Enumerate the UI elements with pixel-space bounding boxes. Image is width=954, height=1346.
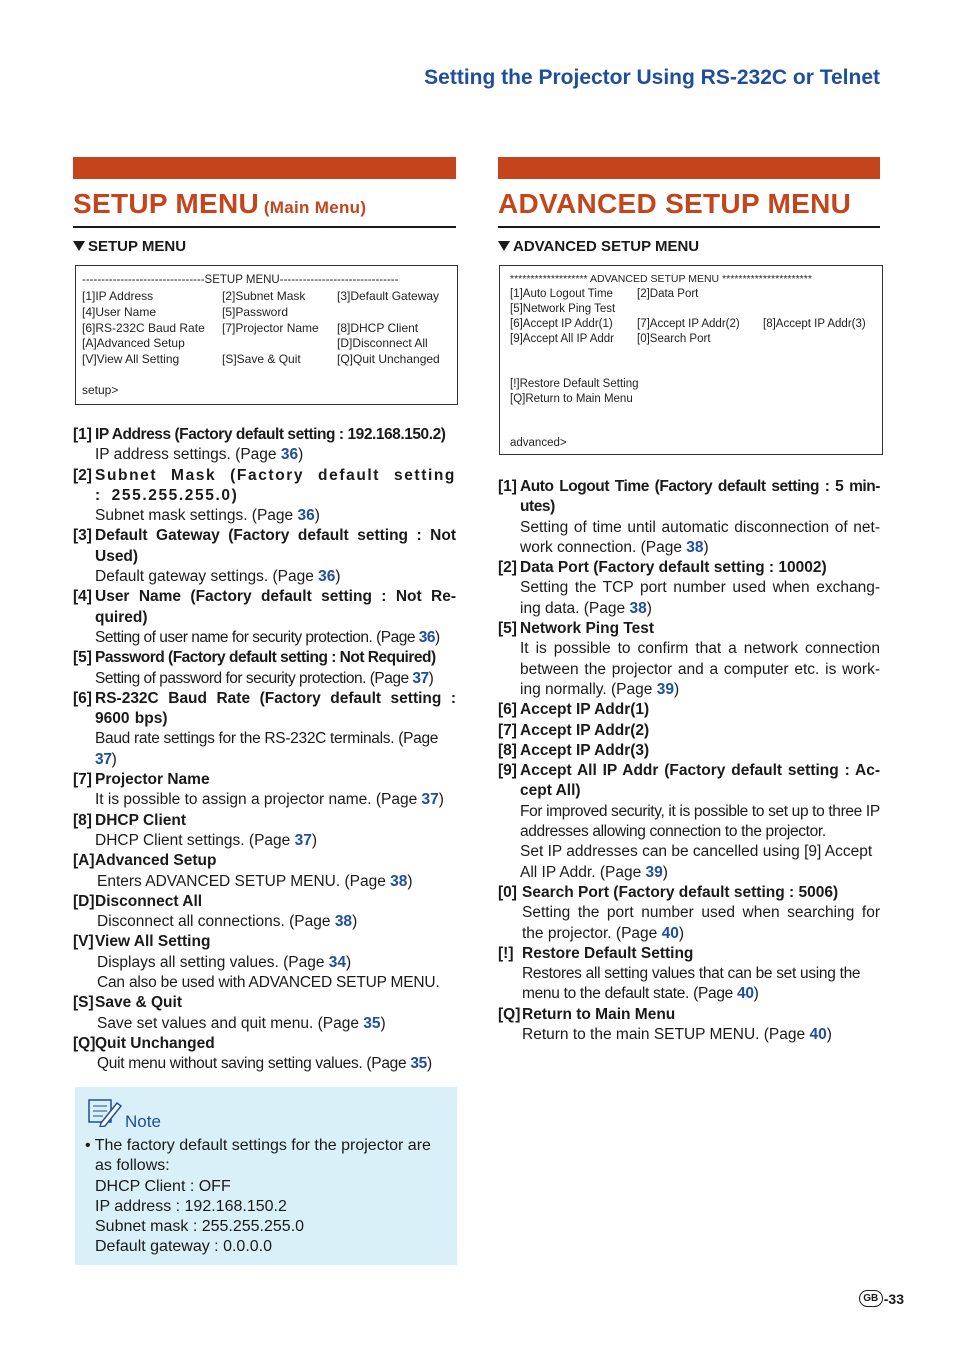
entry-key: [0] bbox=[498, 883, 517, 901]
entry-title: Projector Name bbox=[95, 771, 210, 789]
terminal-line: [6]Accept IP Addr(1) bbox=[510, 318, 613, 330]
page-link[interactable]: 37 bbox=[421, 791, 439, 809]
page-link[interactable]: 38 bbox=[629, 599, 647, 617]
entry-desc: Setting of password for security protection. (Page bbox=[95, 669, 413, 687]
entry-title: Network Ping Test bbox=[520, 620, 655, 638]
page-link[interactable]: 39 bbox=[656, 680, 674, 698]
list-item bbox=[73, 892, 456, 933]
terminal-prompt: setup> bbox=[82, 383, 119, 397]
terminal-line: [4]User Name bbox=[82, 305, 157, 319]
setup-menu-title-sub: (Main Menu) bbox=[263, 198, 367, 217]
entry-desc: Setting of time until automatic disconnection of net-work connection. (Page bbox=[520, 518, 880, 556]
page-link[interactable]: 38 bbox=[334, 913, 353, 931]
note-line: DHCP Client : OFF bbox=[95, 1177, 231, 1195]
entry-key: [7] bbox=[498, 721, 517, 739]
list-item bbox=[73, 851, 456, 892]
page-header: Setting the Projector Using RS-232C or Telnet bbox=[424, 66, 880, 89]
entry-title: Quit Unchanged bbox=[95, 1034, 215, 1052]
terminal-line: [!]Restore Default Setting bbox=[510, 378, 639, 390]
list-item bbox=[498, 477, 880, 558]
list-item bbox=[73, 932, 456, 993]
triangle-down-icon bbox=[498, 241, 510, 251]
entry-title: Default Gateway (Factory default setting : Not Used) bbox=[95, 527, 456, 565]
terminal-line: [Q]Quit Unchanged bbox=[337, 352, 440, 366]
page-link[interactable]: 36 bbox=[297, 507, 315, 525]
page-link[interactable]: 36 bbox=[318, 568, 336, 586]
pencil-icon bbox=[87, 1097, 123, 1132]
terminal-line: [7]Accept IP Addr(2) bbox=[637, 318, 740, 330]
entry-desc-end: ) bbox=[111, 750, 117, 768]
entry-key: [6] bbox=[73, 689, 92, 707]
entry-title: Accept All IP Addr (Factory default setting : Ac-cept All) bbox=[520, 762, 880, 800]
page-link[interactable]: 40 bbox=[661, 924, 679, 942]
entry-desc: Default gateway settings. (Page bbox=[95, 568, 319, 586]
entry-desc: Can also be used with ADVANCED SETUP MENU. bbox=[97, 974, 440, 992]
list-item bbox=[498, 558, 880, 619]
terminal-line: [8]DHCP Client bbox=[337, 321, 419, 335]
note-header bbox=[87, 1097, 161, 1132]
subhead-text: SETUP MENU bbox=[88, 238, 187, 255]
triangle-down-icon bbox=[73, 241, 85, 251]
entry-title: Auto Logout Time (Factory default setting : 5 min-utes) bbox=[520, 478, 880, 516]
entry-desc: Subnet mask settings. (Page bbox=[95, 507, 298, 525]
entry-desc-end: ) bbox=[826, 1026, 832, 1044]
entry-title: Accept IP Addr(2) bbox=[520, 721, 650, 739]
entry-title: Password (Factory default setting : Not Required) bbox=[95, 649, 436, 667]
entry-key: [2] bbox=[498, 559, 517, 577]
advanced-menu-entries bbox=[498, 477, 880, 1045]
terminal-line: [5]Network Ping Test bbox=[510, 303, 616, 315]
terminal-line: [7]Projector Name bbox=[222, 321, 319, 335]
entry-title: Save & Quit bbox=[95, 994, 182, 1012]
note-label: Note bbox=[125, 1112, 161, 1131]
list-item bbox=[498, 721, 880, 741]
page-link[interactable]: 36 bbox=[418, 628, 436, 646]
terminal-line: [S]Save & Quit bbox=[222, 352, 301, 366]
entry-desc: Setting the port number used when searching for the projector. (Page bbox=[522, 904, 880, 942]
list-item bbox=[73, 1034, 456, 1075]
entry-desc: Setting of user name for security protection. (Page bbox=[95, 628, 419, 646]
entry-desc: IP address settings. (Page bbox=[95, 446, 281, 464]
entry-key: [S] bbox=[73, 994, 94, 1012]
terminal-line: [9]Accept All IP Addr bbox=[510, 333, 614, 345]
entry-title: View All Setting bbox=[95, 933, 211, 951]
setup-menu-title-main: SETUP MENU bbox=[73, 188, 260, 219]
entry-title: User Name (Factory default setting : Not Re-quired) bbox=[95, 588, 456, 626]
note-text bbox=[85, 1136, 431, 1258]
region-badge: GB bbox=[859, 1290, 883, 1307]
entry-title: DHCP Client bbox=[95, 811, 187, 829]
entry-title: Subnet Mask (Factory default setting : 255.255.255.0) bbox=[95, 466, 456, 504]
entry-desc: Setting the TCP port number used when exchang-ing data. (Page bbox=[520, 579, 880, 617]
entry-desc-end: ) bbox=[678, 924, 685, 942]
entry-key: [1] bbox=[73, 426, 92, 443]
entry-desc: It is possible to assign a projector name. (Page bbox=[95, 791, 422, 809]
list-item bbox=[498, 700, 880, 720]
entry-desc-end: ) bbox=[438, 791, 444, 809]
list-item bbox=[498, 944, 880, 1005]
page-link[interactable]: 38 bbox=[686, 538, 704, 556]
entry-desc-end: ) bbox=[335, 568, 341, 586]
entry-key: [D] bbox=[73, 892, 95, 910]
list-item bbox=[73, 689, 456, 770]
entry-desc-end: ) bbox=[646, 599, 652, 617]
entry-desc-end: ) bbox=[753, 985, 759, 1003]
entry-key: [8] bbox=[73, 811, 92, 829]
entry-key: [3] bbox=[73, 527, 92, 545]
entry-desc-end: ) bbox=[435, 628, 440, 646]
terminal-line: ******************* ADVANCED SETUP MENU ********************** bbox=[510, 273, 812, 285]
terminal-line: [0]Search Port bbox=[637, 333, 711, 345]
entry-key: [1] bbox=[498, 478, 517, 495]
entry-key: [2] bbox=[73, 466, 92, 484]
setup-menu-title bbox=[73, 188, 366, 220]
section-bar-left bbox=[73, 157, 456, 179]
terminal-line: [2]Data Port bbox=[637, 288, 699, 300]
list-item bbox=[73, 466, 456, 527]
page-number bbox=[859, 1290, 904, 1307]
section-bar-right bbox=[498, 157, 880, 179]
list-item bbox=[498, 1005, 880, 1046]
entry-desc-end: ) bbox=[673, 680, 680, 698]
entry-title: Data Port (Factory default setting : 10002) bbox=[520, 559, 827, 577]
list-item bbox=[73, 993, 456, 1034]
page-link[interactable]: 37 bbox=[412, 669, 429, 687]
entry-title: RS-232C Baud Rate (Factory default setting : 9600 bps) bbox=[95, 689, 456, 728]
terminal-line: [1]Auto Logout Time bbox=[510, 288, 613, 300]
list-item bbox=[73, 648, 456, 689]
entry-desc-end: ) bbox=[703, 538, 709, 556]
list-item bbox=[498, 741, 880, 761]
note-box bbox=[75, 1087, 457, 1265]
entry-desc-end: ) bbox=[352, 913, 358, 931]
entry-desc: For improved security, it is possible to set up to three IP addresses allowing connection to the projector. bbox=[520, 802, 880, 841]
entry-key: [V] bbox=[73, 933, 94, 951]
advanced-menu-subhead bbox=[498, 238, 699, 255]
list-item bbox=[73, 425, 456, 466]
terminal-line: [A]Advanced Setup bbox=[82, 336, 185, 350]
terminal-line: [1]IP Address bbox=[82, 289, 154, 303]
setup-menu-terminal bbox=[75, 265, 458, 405]
entry-key: [Q] bbox=[73, 1034, 96, 1052]
list-item bbox=[73, 526, 456, 587]
entry-desc: It is possible to confirm that a network connection between the projector and a computer etc. is work-ing normally. (Page bbox=[520, 640, 880, 698]
page-link[interactable]: 35 bbox=[410, 1055, 427, 1073]
terminal-line: [8]Accept IP Addr(3) bbox=[763, 318, 866, 330]
entry-desc-end: ) bbox=[428, 669, 434, 687]
list-item bbox=[73, 587, 456, 648]
entry-title: Disconnect All bbox=[95, 892, 203, 910]
entry-title: Return to Main Menu bbox=[522, 1005, 676, 1023]
entry-key: [A] bbox=[73, 852, 95, 870]
page-link[interactable]: 40 bbox=[737, 985, 754, 1003]
page-link[interactable]: 34 bbox=[328, 953, 347, 971]
entry-desc: Displays all setting values. (Page bbox=[97, 953, 329, 971]
entry-title: Accept IP Addr(1) bbox=[520, 701, 650, 719]
terminal-line: [Q]Return to Main Menu bbox=[510, 393, 633, 405]
terminal-line: [6]RS-232C Baud Rate bbox=[82, 321, 205, 335]
entry-desc: Set IP addresses can be cancelled using [9] Accept All IP Addr. (Page bbox=[520, 843, 873, 881]
page-link[interactable]: 37 bbox=[294, 831, 312, 849]
entry-title: Accept IP Addr(3) bbox=[520, 741, 650, 759]
list-item bbox=[498, 761, 880, 883]
page-link[interactable]: 37 bbox=[95, 750, 112, 768]
entry-title: Advanced Setup bbox=[95, 852, 217, 870]
terminal-line: [V]View All Setting bbox=[82, 352, 180, 366]
entry-desc-end: ) bbox=[380, 1014, 386, 1032]
advanced-title-main: ADVANCED SETUP MENU bbox=[498, 188, 852, 219]
advanced-menu-terminal bbox=[499, 265, 883, 455]
entry-key: [4] bbox=[73, 588, 92, 606]
list-item bbox=[498, 883, 880, 944]
entry-desc: DHCP Client settings. (Page bbox=[95, 831, 295, 849]
entry-desc: Return to the main SETUP MENU. (Page bbox=[522, 1026, 810, 1044]
list-item bbox=[498, 619, 880, 700]
entry-desc-end: ) bbox=[662, 863, 668, 881]
terminal-line: [5]Password bbox=[222, 305, 289, 319]
entry-key: [8] bbox=[498, 741, 517, 759]
note-line: as follows: bbox=[95, 1157, 170, 1175]
entry-desc-end: ) bbox=[346, 953, 352, 971]
list-item bbox=[73, 811, 456, 852]
entry-desc-end: ) bbox=[314, 507, 320, 525]
terminal-line: --------------------------------SETUP MENU------------------------------- bbox=[82, 274, 399, 286]
entry-title: Restore Default Setting bbox=[522, 944, 694, 962]
list-item bbox=[73, 770, 456, 811]
note-line: Default gateway : 0.0.0.0 bbox=[95, 1238, 272, 1256]
page-link[interactable]: 39 bbox=[645, 863, 663, 881]
entry-title: IP Address (Factory default setting : 192.168.150.2) bbox=[95, 426, 446, 443]
setup-menu-subhead bbox=[73, 238, 186, 255]
subhead-text: ADVANCED SETUP MENU bbox=[513, 238, 700, 255]
page-link[interactable]: 35 bbox=[363, 1014, 381, 1032]
entry-key: [5] bbox=[498, 620, 517, 638]
setup-menu-entries bbox=[73, 425, 456, 1075]
entry-key: [9] bbox=[498, 762, 517, 780]
entry-key: [5] bbox=[73, 649, 92, 667]
entry-desc-end: ) bbox=[426, 1055, 432, 1073]
entry-key: [6] bbox=[498, 701, 517, 719]
terminal-line: [D]Disconnect All bbox=[337, 336, 428, 350]
entry-desc: Disconnect all connections. (Page bbox=[97, 913, 335, 931]
entry-desc-end: ) bbox=[298, 446, 304, 464]
entry-title: Search Port (Factory default setting : 5006) bbox=[522, 883, 839, 901]
page-number-text: -33 bbox=[883, 1290, 904, 1307]
entry-desc: Quit menu without saving setting values. (Page bbox=[97, 1055, 411, 1073]
entry-key: [Q] bbox=[498, 1005, 521, 1023]
page-link[interactable]: 38 bbox=[390, 872, 408, 890]
page-link[interactable]: 40 bbox=[809, 1026, 827, 1044]
entry-desc: Baud rate settings for the RS-232C terminals. (Page bbox=[95, 730, 439, 748]
entry-desc: Save set values and quit menu. (Page bbox=[97, 1014, 364, 1032]
title-rule-left bbox=[73, 226, 456, 228]
advanced-setup-menu-title bbox=[498, 188, 851, 220]
entry-desc: Enters ADVANCED SETUP MENU. (Page bbox=[97, 872, 391, 890]
entry-key: [!] bbox=[498, 944, 514, 962]
note-line: • The factory default settings for the projector are bbox=[85, 1137, 431, 1154]
terminal-line: [3]Default Gateway bbox=[337, 289, 440, 303]
page-link[interactable]: 36 bbox=[280, 446, 299, 464]
entry-desc: Restores all setting values that can be set using the menu to the default state. (Page bbox=[522, 965, 861, 1003]
entry-desc-end: ) bbox=[407, 872, 413, 890]
entry-key: [7] bbox=[73, 771, 92, 789]
entry-desc-end: ) bbox=[311, 831, 317, 849]
terminal-prompt: advanced> bbox=[510, 437, 567, 449]
note-line: Subnet mask : 255.255.255.0 bbox=[95, 1218, 305, 1236]
title-rule-right bbox=[498, 226, 880, 228]
note-line: IP address : 192.168.150.2 bbox=[95, 1197, 287, 1215]
terminal-line: [2]Subnet Mask bbox=[222, 289, 306, 303]
